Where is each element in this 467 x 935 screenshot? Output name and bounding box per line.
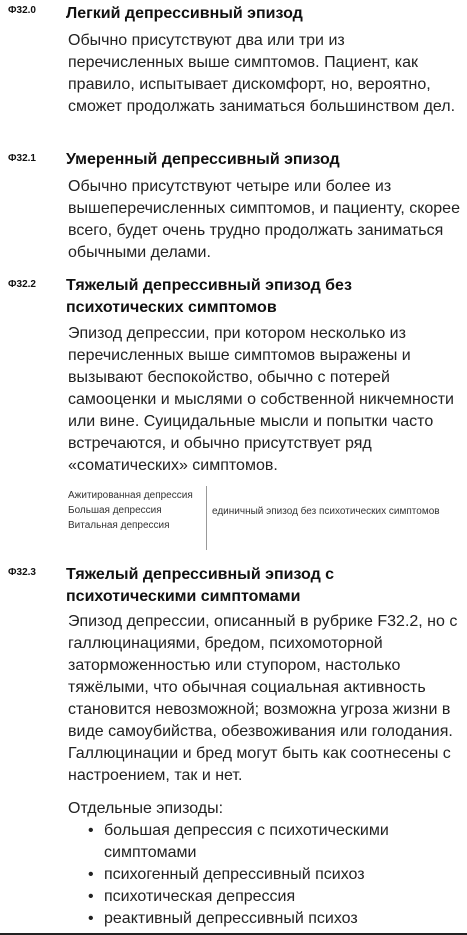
bullet-icon: • — [88, 888, 94, 905]
synonym-item: Ажитированная депрессия — [68, 490, 193, 501]
synonym-item: Большая депрессия — [68, 505, 162, 516]
list-heading: Отдельные эпизоды: — [68, 800, 224, 817]
entry-code: Ф32.0 — [8, 5, 36, 16]
entry-title: Умеренный депрессивный эпизод — [66, 151, 340, 168]
entry-description: Эпизод депрессии, описанный в рубрике F32.2, но с галлюцинациями, бредом, психомоторной заторможенностью или ступором, настолько тяжёлыми, что обычная социальная активность становится невозможной; возможна угроза жизни в виде самоубийства, обезвоживания или голодания. Галлюцинации и бред могут быть как соотнесены с настроением, так и нет. — [68, 613, 458, 784]
synonyms-block — [0, 488, 467, 552]
entry-description: Обычно присутствуют два или три из перечисленных выше симптомов. Пациент, как правило, испытывает дискомфорт, но, вероятно, сможет продолжать заниматься большинством дел. — [68, 32, 456, 115]
list-item-text: большая депрессия с психотическими симптомами — [104, 822, 389, 861]
entry-description: Обычно присутствуют четыре или более из вышеперечисленных симптомов, и пациенту, скорее всего, будет очень трудно продолжать заниматься обычными делами. — [68, 178, 460, 261]
entry-description: Эпизод депрессии, при котором несколько из перечисленных выше симптомов выражены и вызывают беспокойство, обычно с потерей самооценки и мыслями о собственной никчемности или вине. Суицидальные мысли и попытки часто встречаются, и обычно присутствует ряд «соматических» симптомов. — [68, 325, 454, 474]
synonym-item: Витальная депрессия — [68, 520, 170, 531]
synonyms-qualifier: единичный эпизод без психотических симптомов — [212, 506, 440, 517]
bullet-icon: • — [88, 910, 94, 927]
list-item-text: психотическая депрессия — [104, 888, 296, 905]
list-item — [88, 864, 458, 886]
list-item — [88, 908, 458, 930]
entry-title: Тяжелый депрессивный эпизод с психотическими симптомами — [66, 566, 335, 605]
synonyms-divider — [206, 486, 207, 550]
list-item-text: реактивный депрессивный психоз — [104, 910, 358, 927]
entry-title: Легкий депрессивный эпизод — [66, 5, 303, 22]
list-item — [88, 886, 458, 908]
bullet-icon: • — [88, 866, 94, 883]
entry-code: Ф32.2 — [8, 279, 36, 290]
entry-code: Ф32.1 — [8, 153, 36, 164]
list-item-text: психогенный депрессивный психоз — [104, 866, 365, 883]
episode-list — [88, 820, 458, 930]
entry-title: Тяжелый депрессивный эпизод без психотических симптомов — [66, 277, 352, 316]
entry-code: Ф32.3 — [8, 567, 36, 578]
synonyms-list — [68, 488, 198, 533]
list-item — [88, 820, 458, 864]
bullet-icon: • — [88, 822, 94, 839]
